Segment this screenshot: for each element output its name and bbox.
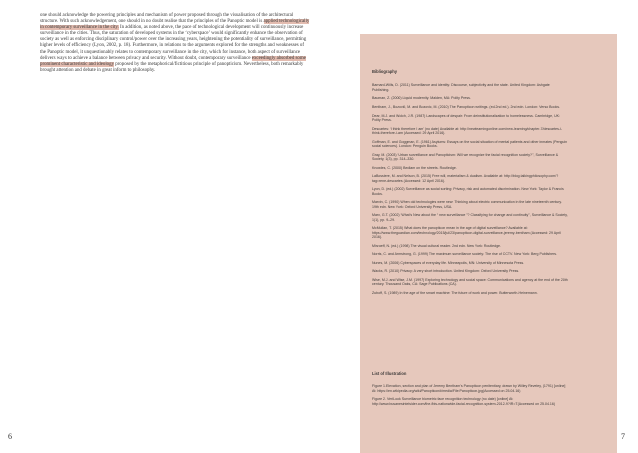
bibliography-entry: Nunes, M. (2006) Cyberspaces of everyday life. Minneapolis, MN: University of Minnesota Press.	[372, 260, 525, 265]
bibliography-entry: Lyon, D. (ed.) (2002) Surveillance as social sorting: Privacy, risk and automated discrimination. New York: Taylor & Francis Books.	[372, 187, 564, 196]
paragraph-text-middle: In addition, as noted above, the pace of technological development will continuously increase surveillance in the cities. Thus, the saturation of developed systems in the ‘cyberspace’ would significantly enhance the observation of society as well as enforcing disciplinary control/power over the increasing years, heightening the potentiality of surveillance, permitting higher levels of efficiency (Lyon, 2002, p. 18). Furthermore, in relations to the arguments explored for the strengths and weaknesses of the Panoptic model, it unquestionably relates to contemporary surveillance in the city, which for instance, both aspect of surveillance delivers ways to achieve a balance between privacy and security. Without doubt, contemporary surveillance	[40, 25, 307, 61]
page-number-left: 6	[8, 432, 12, 441]
bibliography-entry: Bauman, Z. (2000) Liquid modernity. Malden, MA: Polity Press.	[372, 96, 471, 101]
bibliography-entry: Wacks, R. (2010) Privacy: A very short introduction. United Kingdom: Oxford University Press.	[372, 269, 520, 274]
bibliography-entry: McMullan, T. (2015) What does the panopticon mean in the age of digital surveillance? Available at: https://www.theguardian.com/technology/2015/jul/23/panopticon-digital-surveillance-jeremy-bentham (Accessed: 29 April 2016).	[372, 226, 561, 239]
illustration-heading: List of Illustration	[372, 371, 407, 376]
bibliography-entry: Dear, M.J. and Wolch, J.R. (1987) Landscapes of despair: From deinstitutionalization to homelessness. Cambridge, UK: Polity Press.	[372, 113, 561, 122]
bibliography-entry: LaBossiere, M. and Nelson, B. (2015) Free will, materialism & dualism. Available at: http://blog.talkingphilosophy.com/?tag=rene-descartes (Accessed: 12 April 2016).	[372, 174, 559, 183]
bibliography-entry: Marx, G.T. (2002) ‘What’s New about the “ new surveillance ”? Classifying for change and continuity’’, Surveillance & Society, 1(1), pp. 9–29.	[372, 213, 568, 222]
bibliography-panel	[360, 34, 617, 453]
bibliography-section	[372, 70, 568, 300]
right-page	[319, 0, 638, 453]
bibliography-heading: Bibliography	[372, 69, 398, 74]
highlighted-passage-2: exceedingly absorbed some prominent characteristic and ideology	[40, 55, 306, 67]
illustration-entry: Figure 2. VeriLook Surveillance biometric face recognition technology (no date) [online] At: http://www.busanesintelsider.com/the-fbis-nationwide-facial-recognition-system-2012-9?IR=T(Accessed on 25.04.16)	[372, 397, 556, 406]
bibliography-entry: Bentham, J., Bozovič, M. and Bozovic, M. (2010) The Panopticon writings. (ed.2nd ed.). 2nd edn. London: Verso Books.	[372, 105, 561, 109]
bibliography-entry: Mirzoeff, N. (ed.) (1998) The visual cultural reader. 2nd edn. New York: Routledge.	[372, 243, 502, 248]
illustration-section	[372, 372, 568, 410]
page-number-right: 7	[621, 432, 625, 441]
bibliography-entry: Descartes: ‘I think therefore I am’ (no date) Available at: http://newlearningonline.com/new-learning/chapter-7/descartes-i-think-therefore-i-am (Accessed: 29 April 2016).	[372, 126, 563, 135]
bibliography-entry: Marvin, C. (1990) When old technologies were new: Thinking about electric communication in the late nineteenth century. 19th edn. New York: Oxford University Press, USA.	[372, 200, 562, 209]
bibliography-entry: Norris, C. and Armstrong, G. (1999) The maximum surveillance society: The rise of CCTV. New York: Berg Publishers.	[372, 252, 558, 257]
bibliography-entry: Barnard-Wills, D. (2011) Surveillance and identity: Discourse, subjectivity and the state. United Kingdom: Ashgate Publishing.	[372, 83, 550, 92]
body-paragraph	[40, 13, 310, 74]
illustration-list	[372, 384, 568, 406]
bibliography-entry: Goffman, E. and Goggman, E. (1961) Asylums: Essays on the social situation of mental patients and other inmates (Penguin social sciences). London: Penguin Books.	[372, 139, 568, 148]
bibliography-entry: Wise, M.J. and Wise, J.M. (1997) Exploring technology and social space: Communications and agency at the end of the 20th century. Thousand Oaks, CA: Sage Publications (CA).	[372, 277, 568, 287]
paragraph-text-end: proposed by the metaphorical/fictitious principle of panopticism. Nevertheless, both remarkably brought attention and debate in great inform to philosophy.	[40, 61, 304, 73]
bibliography-entry: Gray, M. (2003) ‘Urban surveillance and Panopticism: Will we recognize the facial recognition society?’’, Surveillance & Society, 1(3), pp. 314–330.	[372, 152, 559, 161]
paragraph-text-start: one should acknowledge the powering principles and mechanism of power proposed through the visualisation of the architectural structure. With such acknowledgement, one should in no doubt realise that the principles of the Panoptic model is	[40, 13, 294, 25]
highlighted-passage-1: applied technologically in contemporary surveillance in the city.	[40, 19, 310, 31]
illustration-entry: Figure 1.Elevation, section and plan of Jeremy Bentham’s Panopticon penitentiary, drawn by Willey Reveley, (1791) [online] At: https://en.wikipedia.org/wiki/Panopticon#/media/File:Panopticon.jpg(Accessed on 25.04.16)	[372, 384, 566, 393]
bibliography-list	[372, 83, 568, 295]
bibliography-entry: Knowles, C. (2000) Bedlam on the streets. Routledge.	[372, 165, 457, 170]
bibliography-entry: Zuboff, S. (1989) In the age of the smart machine: The future of work and power. Butterworth-Heinemann.	[372, 290, 538, 295]
